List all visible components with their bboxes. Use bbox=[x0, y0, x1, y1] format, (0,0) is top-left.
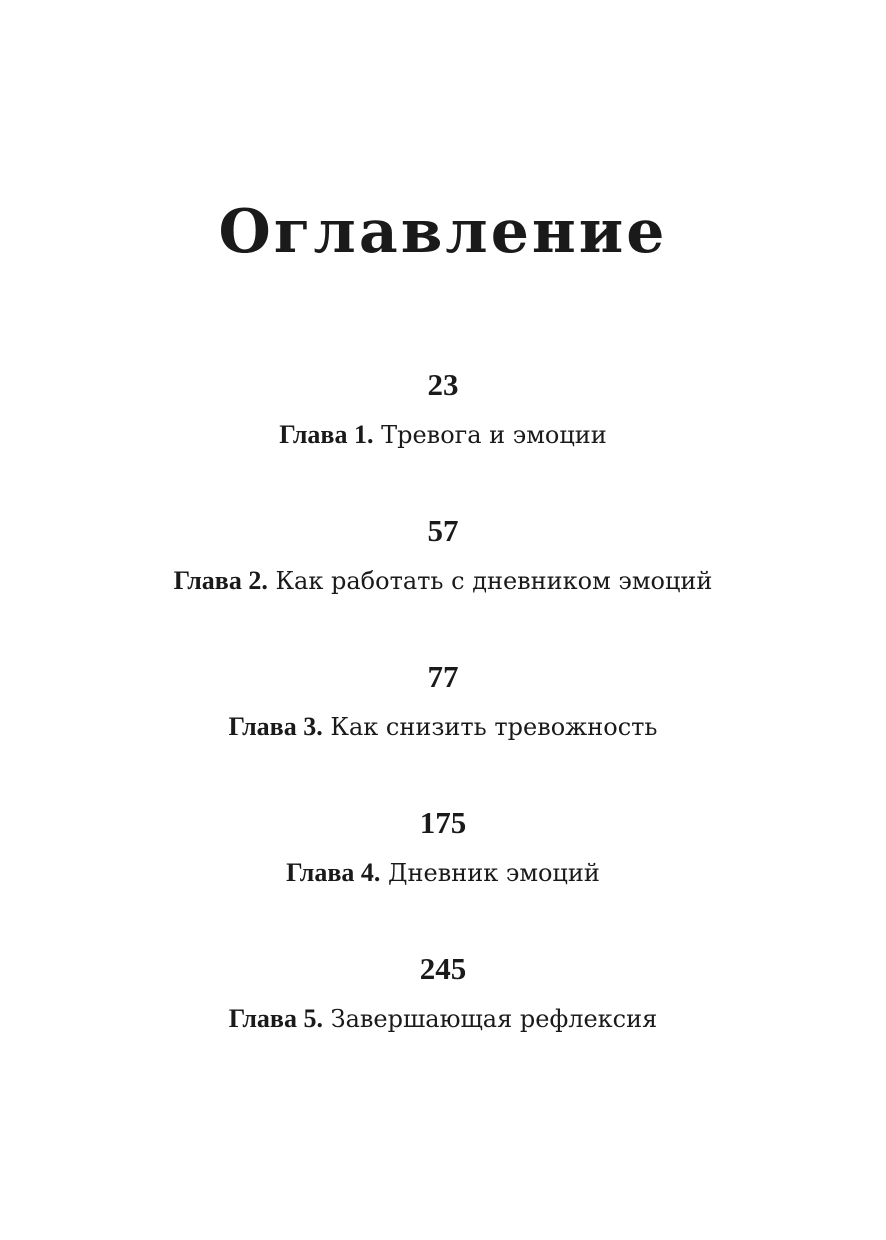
chapter-line bbox=[0, 556, 886, 606]
page-number: 175 bbox=[419, 805, 467, 840]
chapter-label: Глава 5. bbox=[228, 1004, 323, 1033]
chapter-title: Как работать с дневником эмоций bbox=[275, 567, 713, 595]
page-number: 57 bbox=[427, 513, 459, 548]
chapter-title: Как снизить тревожность bbox=[330, 713, 658, 741]
chapter-label: Глава 4. bbox=[286, 858, 381, 887]
chapter-title: Завершающая рефлексия bbox=[330, 1005, 658, 1033]
toc-entry-1 bbox=[0, 360, 886, 506]
toc-entry-4 bbox=[0, 798, 886, 944]
toc-entry-2 bbox=[0, 506, 886, 652]
page-number: 77 bbox=[427, 659, 459, 694]
chapter-label: Глава 2. bbox=[173, 566, 268, 595]
chapter-line bbox=[0, 994, 886, 1044]
chapter-label: Глава 1. bbox=[279, 420, 374, 449]
page-number: 23 bbox=[427, 367, 459, 402]
page-title: Оглавление bbox=[218, 197, 668, 267]
table-of-contents bbox=[0, 360, 886, 1090]
chapter-line bbox=[0, 848, 886, 898]
page-number: 245 bbox=[419, 951, 467, 986]
chapter-line bbox=[0, 410, 886, 460]
chapter-label: Глава 3. bbox=[228, 712, 323, 741]
toc-entry-5 bbox=[0, 944, 886, 1090]
chapter-title: Тревога и эмоции bbox=[381, 421, 607, 449]
chapter-line bbox=[0, 702, 886, 752]
chapter-title: Дневник эмоций bbox=[388, 859, 600, 887]
toc-entry-3 bbox=[0, 652, 886, 798]
